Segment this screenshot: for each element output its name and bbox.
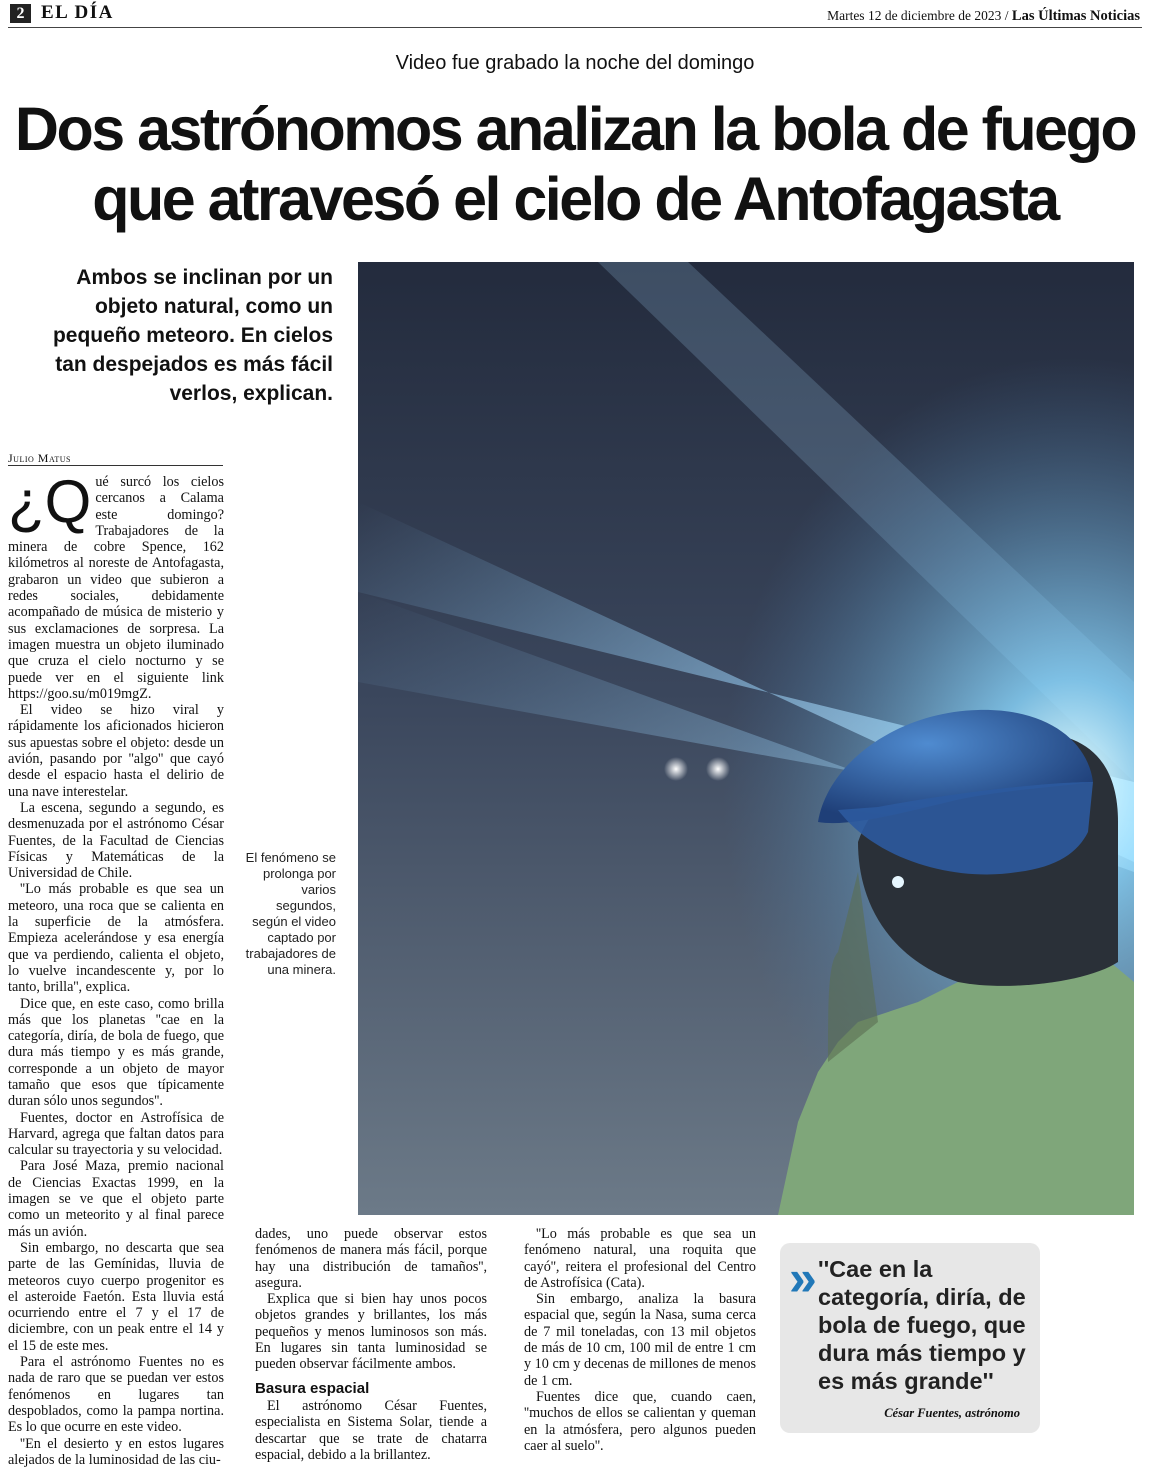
article-column-1 — [8, 468, 224, 1468]
subheading: Basura espacial — [255, 1379, 370, 1397]
article-column-2 — [255, 1226, 487, 1463]
article-column-3 — [524, 1226, 756, 1454]
dateline — [827, 8, 1140, 25]
paragraph: Fuentes, doctor en Astrofísica de Harvard, agrega que faltan datos para calcular su trayectoria y su velocidad. — [8, 1109, 224, 1159]
page-header — [0, 0, 1150, 26]
paragraph: Sin embargo, no descarta que sea parte de las Gemínidas, lluvia de meteoros cuyo cuerpo progenitor es el asteroide Faetón. Esta lluvia está ocurriendo entre el 7 y el 17 de diciembre, con un peak entre el 14 y el 15 de este mes. — [8, 1239, 224, 1354]
meteor-video-still — [358, 262, 1134, 1215]
date-text: Martes 12 de diciembre de 2023 / — [827, 8, 1012, 23]
paragraph: ''Lo más probable es que sea un fenómeno natural, una roquita que cayó'', reitera el profesional del Centro de Astrofísica (Cata). — [524, 1226, 756, 1291]
photo-caption: El fenómeno se prolonga por varios segundos, según el video captado por trabajadores de una minera. — [245, 850, 336, 977]
paragraph: ''Lo más probable es que sea un meteoro, una roca que se calienta en la superficie de la atmósfera. Empieza acelerándose y esa energía que va perdiendo, calienta el objeto, lo vuelve incandescente y, por lo tanto, brilla'', explica. — [8, 881, 224, 996]
pull-quote-text: ''Cae en la categoría, diría, de bola de fuego, que dura más tiempo y es más grande'' — [818, 1256, 1026, 1394]
paragraph: dades, uno puede observar estos fenómenos de manera más fácil, porque hay una distribución de tamaños'', asegura. — [255, 1226, 487, 1291]
deck-summary: Ambos se inclinan por un objeto natural, como un pequeño meteoro. En cielos tan despejados es más fácil verlos, explican. — [52, 266, 333, 405]
newspaper-name: Las Últimas Noticias — [1011, 8, 1140, 24]
paragraph: ué surcó los cielos cercanos a Calama este domingo? Trabajadores de la minera de cobre Spence, 162 kilómetros al noreste de Antofagasta, grabaron un video que subieron a redes sociales, debidamente acompañado de música de misterio y sus exclamaciones de sorpresa. La imagen muestra un objeto iluminado que cruza el cielo nocturno y se puede ver en el siguiente link https://goo.su/m019mgZ. — [8, 474, 224, 702]
paragraph: Para el astrónomo Fuentes no es nada de raro que se puedan ver estos fenómenos en lugares tan despoblados, como la pampa nortina. Es lo que ocurre en este video. — [8, 1354, 224, 1436]
drop-cap: ¿Q — [8, 468, 92, 535]
paragraph: Explica que si bien hay unos pocos objetos grandes y brillantes, los más pequeños y menos luminosos son más. En lugares sin tanta luminosidad se pueden observar fácilmente ambos. — [255, 1291, 487, 1373]
pull-quote — [780, 1243, 1040, 1433]
headline-line-1: Dos astrónomos analizan la bola de fuego — [14, 95, 1136, 163]
section-title: EL DÍA — [41, 2, 114, 23]
paragraph: ''En el desierto y en estos lugares alejados de la luminosidad de las ciu- — [8, 1435, 224, 1468]
pull-quote-attribution: César Fuentes, astrónomo — [884, 1406, 1020, 1420]
paragraph: Para José Maza, premio nacional de Ciencias Exactas 1999, en la imagen se ve que el objeto parte como un meteorito y al final parece más un avión. — [8, 1158, 224, 1240]
paragraph: El astrónomo César Fuentes, especialista en Sistema Solar, tiende a descartar que se trate de chatarra espacial, debido a la brillantez. — [255, 1397, 487, 1463]
header-divider — [8, 27, 1142, 28]
kicker: Video fue grabado la noche del domingo — [395, 52, 755, 74]
byline: Julio Matus — [8, 451, 71, 465]
article-photo — [358, 262, 1134, 1215]
page-number: 2 — [10, 4, 31, 23]
quote-mark-icon: » — [789, 1250, 817, 1306]
headline-line-2: que atravesó el cielo de Antofagasta — [92, 165, 1058, 233]
byline-divider — [8, 465, 223, 466]
paragraph: Fuentes dice que, cuando caen, ''muchos de ellos se calientan y queman en la atmósfera, pero algunos pueden caer al suelo''. — [524, 1388, 756, 1454]
paragraph: Sin embargo, analiza la basura espacial que, según la Nasa, suma cerca de 7 mil toneladas, con 13 mil objetos de más de 10 cm, 100 mil de entre 1 cm y 10 cm y decenas de millones de menos de 1 cm. — [524, 1291, 756, 1389]
paragraph: Dice que, en este caso, como brilla más que los planetas ''cae en la categoría, diría, de bola de fuego, que dura más tiempo y es más grande, corresponde a un objeto de mayor tamaño que esos que típicamente duran sólo unos segundos''. — [8, 995, 224, 1110]
headline — [0, 94, 1150, 234]
paragraph: La escena, segundo a segundo, es desmenuzada por el astrónomo César Fuentes, de la Facultad de Ciencias Físicas y Matemáticas de la Universidad de Chile. — [8, 799, 224, 882]
paragraph: El video se hizo viral y rápidamente los aficionados hicieron sus apuestas sobre el objeto: desde un avión, pasando por ''algo'' que cayó desde el espacio hasta el delirio de una nave interestelar. — [8, 702, 224, 800]
